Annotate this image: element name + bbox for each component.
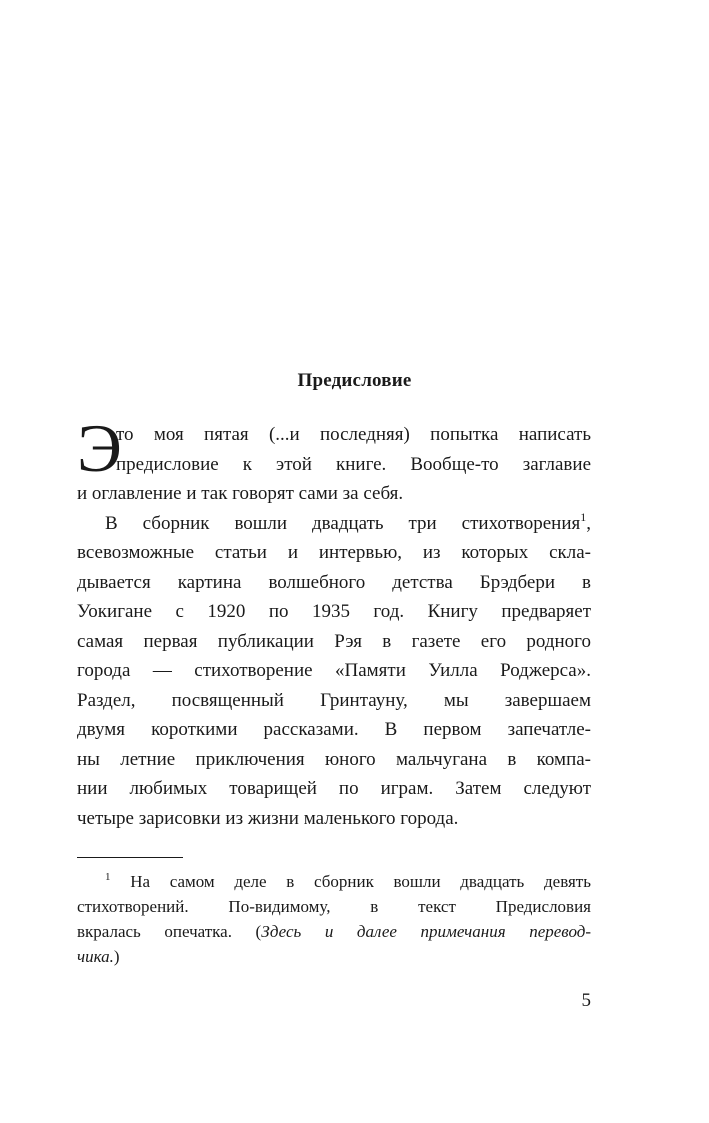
body-text	[77, 410, 591, 833]
footnote-marker: 1	[105, 871, 111, 883]
text-line: и оглавление и так говорят сами за себя.	[77, 483, 404, 504]
paragraph-1	[77, 410, 591, 509]
footnote	[77, 869, 591, 969]
text-segment: ,	[586, 512, 591, 534]
page-number: 5	[581, 990, 591, 1011]
text-line: то моя пятая (...и последняя) попытка написать	[116, 424, 591, 445]
text-segment: )	[113, 947, 120, 966]
text-segment: вкралась опечатка. (	[77, 922, 262, 941]
footnote-divider	[77, 857, 183, 858]
drop-cap: Э	[77, 410, 122, 486]
text-line: предисловие к этой книге. Вообще-то заглавие	[116, 453, 591, 475]
chapter-title: Предисловие	[297, 370, 412, 391]
text-line: города — стихотворение «Памяти Уилла Роджерса».	[77, 660, 591, 681]
text-line	[77, 509, 591, 539]
text-line: нии любимых товарищей по играм. Затем следуют	[77, 778, 591, 799]
text-segment-italic: Здесь и далее примечания перевод-	[261, 922, 591, 941]
text-line: четыре зарисовки из жизни маленького города.	[77, 807, 459, 829]
footnote-line	[77, 869, 591, 894]
text-segment-italic: чика.	[77, 947, 114, 966]
text-line: двумя короткими рассказами. В первом запечатле-	[77, 719, 591, 740]
footnote-line	[77, 944, 591, 969]
text-line: всевозможные статьи и интервью, из которых скла-	[77, 542, 591, 563]
text-line: дывается картина волшебного детства Брэдбери в	[77, 571, 591, 593]
text-line: ны летние приключения юного мальчугана в компа-	[77, 748, 591, 770]
text-segment: В сборник вошли двадцать три стихотворения	[105, 512, 581, 534]
paragraph-2	[77, 509, 591, 834]
text-line: самая первая публикации Рэя в газете его родного	[77, 630, 591, 652]
text-segment: На самом деле в сборник вошли двадцать девять	[130, 872, 591, 891]
footnote-line	[77, 919, 591, 944]
text-line: Уокигане с 1920 по 1935 год. Книгу предваряет	[77, 601, 591, 622]
footnote-reference[interactable]: 1	[580, 509, 587, 524]
text-line: Раздел, посвященный Гринтауну, мы завершаем	[77, 689, 591, 711]
footnote-line: стихотворений. По-видимому, в текст Предисловия	[77, 897, 591, 916]
